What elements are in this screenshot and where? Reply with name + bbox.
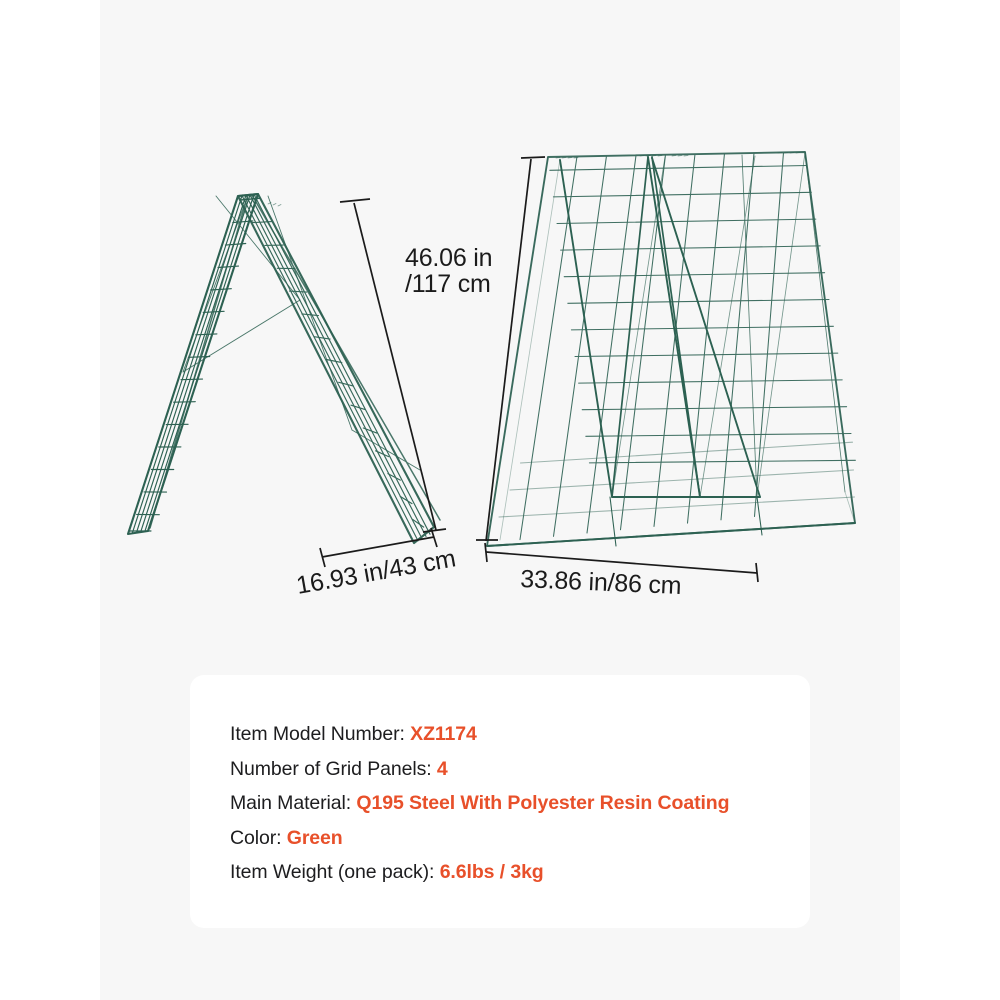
spec-value-model-number: XZ1174 [410, 723, 477, 745]
width-label: 33.86 in/86 cm [519, 565, 683, 601]
spec-label-item-weight: Item Weight (one pack): [230, 861, 435, 883]
spec-label-grid-panels: Number of Grid Panels: [230, 757, 432, 780]
single-a-frame-trellis [128, 194, 440, 543]
spec-row-item-weight [230, 855, 810, 890]
spec-label-color: Color: [230, 826, 282, 849]
trellis-front-apron [487, 497, 855, 546]
dimension-height-line-right [476, 157, 545, 541]
spec-row-main-material [230, 786, 810, 821]
trellis-panel-front-left [128, 194, 260, 534]
spec-row-color [230, 821, 810, 856]
depth-label: 16.93 in/43 cm [294, 544, 458, 600]
spec-row-model-number [230, 717, 810, 752]
spec-value-color: Green [286, 826, 343, 849]
height-label-line1: 46.06 in [405, 244, 493, 272]
spec-value-main-material: Q195 Steel With Polyester Resin Coating [356, 792, 730, 814]
double-a-frame-trellis [487, 152, 855, 546]
spec-label-main-material: Main Material: [230, 792, 352, 814]
spec-value-grid-panels: 4 [436, 757, 448, 780]
height-label-line2: /117 cm [405, 270, 491, 298]
spec-row-grid-panels [230, 752, 810, 787]
specification-list [230, 717, 810, 890]
trellis-diagonal-lattice [487, 152, 855, 546]
spec-label-model-number: Item Model Number: [230, 723, 405, 745]
spec-value-item-weight: 6.6lbs / 3kg [439, 861, 544, 883]
specification-card [190, 675, 810, 928]
